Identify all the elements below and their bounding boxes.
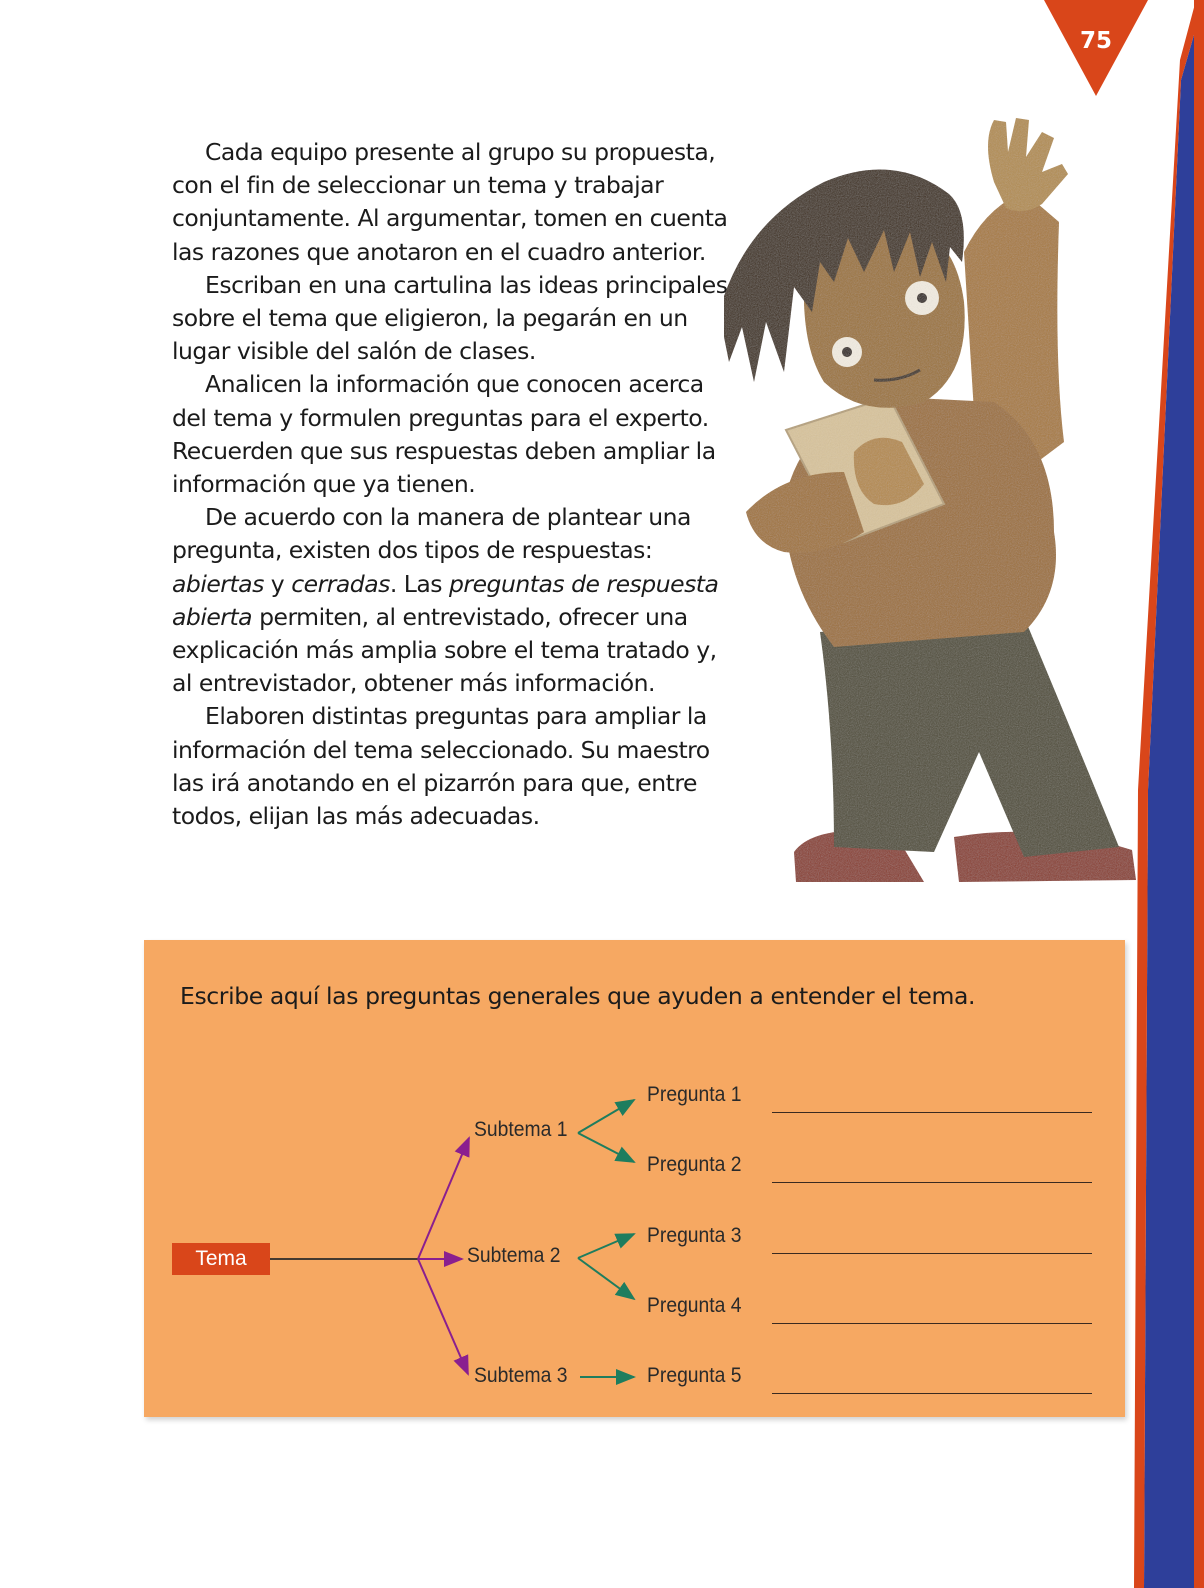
text-run: . Las bbox=[389, 569, 450, 598]
activity-instruction: Escribe aquí las preguntas generales que ayuden a entender el tema. bbox=[180, 982, 976, 1010]
pregunta-2-label: Pregunta 2 bbox=[647, 1153, 742, 1176]
pregunta-1-label: Pregunta 1 bbox=[647, 1083, 742, 1106]
activity-box bbox=[144, 940, 1125, 1417]
paragraph bbox=[172, 501, 732, 700]
answer-line-pregunta-4[interactable] bbox=[772, 1323, 1092, 1324]
text-run: y bbox=[263, 569, 292, 598]
branch-subtema-1 bbox=[418, 1138, 469, 1259]
text-run: De acuerdo con la manera de plantear una pregunta, existen dos tipos de respuestas: bbox=[172, 503, 691, 565]
answer-line-pregunta-5[interactable] bbox=[772, 1393, 1092, 1394]
paragraph bbox=[172, 368, 732, 501]
text-run: Escriban en una cartulina las ideas principales sobre el tema que eligieron, la pegarán en un lugar visible del salón de clases. bbox=[172, 270, 728, 366]
body-text bbox=[172, 136, 732, 833]
subtema-2-label: Subtema 2 bbox=[467, 1244, 561, 1267]
paragraph bbox=[172, 269, 732, 369]
pregunta-4-label: Pregunta 4 bbox=[647, 1294, 742, 1317]
answer-line-pregunta-1[interactable] bbox=[772, 1112, 1092, 1113]
text-run: Analicen la información que conocen acerca del tema y formulen preguntas para el experto. Recuerden que sus respuestas deben ampliar la información que ya tienen. bbox=[172, 370, 716, 499]
pregunta-3-label: Pregunta 3 bbox=[647, 1224, 742, 1247]
italic-term: abiertas bbox=[172, 569, 264, 598]
branch-pregunta-2 bbox=[578, 1133, 634, 1162]
branch-subtema-3 bbox=[418, 1259, 468, 1374]
tema-node: Tema bbox=[172, 1243, 270, 1275]
text-run: Elaboren distintas preguntas para ampliar la información del tema seleccionado. Su maestro las irá anotando en el pizarrón para que, entre todos, elijan las más adecuadas. bbox=[172, 702, 710, 831]
text-run: permiten, al entrevistado, ofrecer una explicación más amplia sobre el tema tratado y, al entrevistador, obtener más información. bbox=[172, 602, 717, 698]
paragraph bbox=[172, 700, 732, 833]
italic-term: cerradas bbox=[291, 569, 390, 598]
answer-line-pregunta-2[interactable] bbox=[772, 1182, 1092, 1183]
subtema-3-label: Subtema 3 bbox=[474, 1364, 568, 1387]
answer-line-pregunta-3[interactable] bbox=[772, 1253, 1092, 1254]
page-number: 75 bbox=[1079, 28, 1112, 54]
italic-term: preguntas de respuesta abierta bbox=[172, 569, 719, 631]
subtema-1-label: Subtema 1 bbox=[474, 1118, 568, 1141]
topic-tree-diagram bbox=[144, 940, 1125, 1417]
paragraph bbox=[172, 136, 732, 269]
pregunta-5-label: Pregunta 5 bbox=[647, 1364, 742, 1387]
branch-pregunta-3 bbox=[578, 1234, 634, 1258]
text-run: Cada equipo presente al grupo su propuesta, con el fin de seleccionar un tema y trabajar conjuntamente. Al argumentar, tomen en cuenta las razones que anotaron en el cuadro anterior. bbox=[172, 138, 728, 266]
branch-pregunta-4 bbox=[578, 1258, 634, 1299]
branch-pregunta-1 bbox=[578, 1100, 634, 1133]
child-illustration bbox=[724, 112, 1156, 892]
